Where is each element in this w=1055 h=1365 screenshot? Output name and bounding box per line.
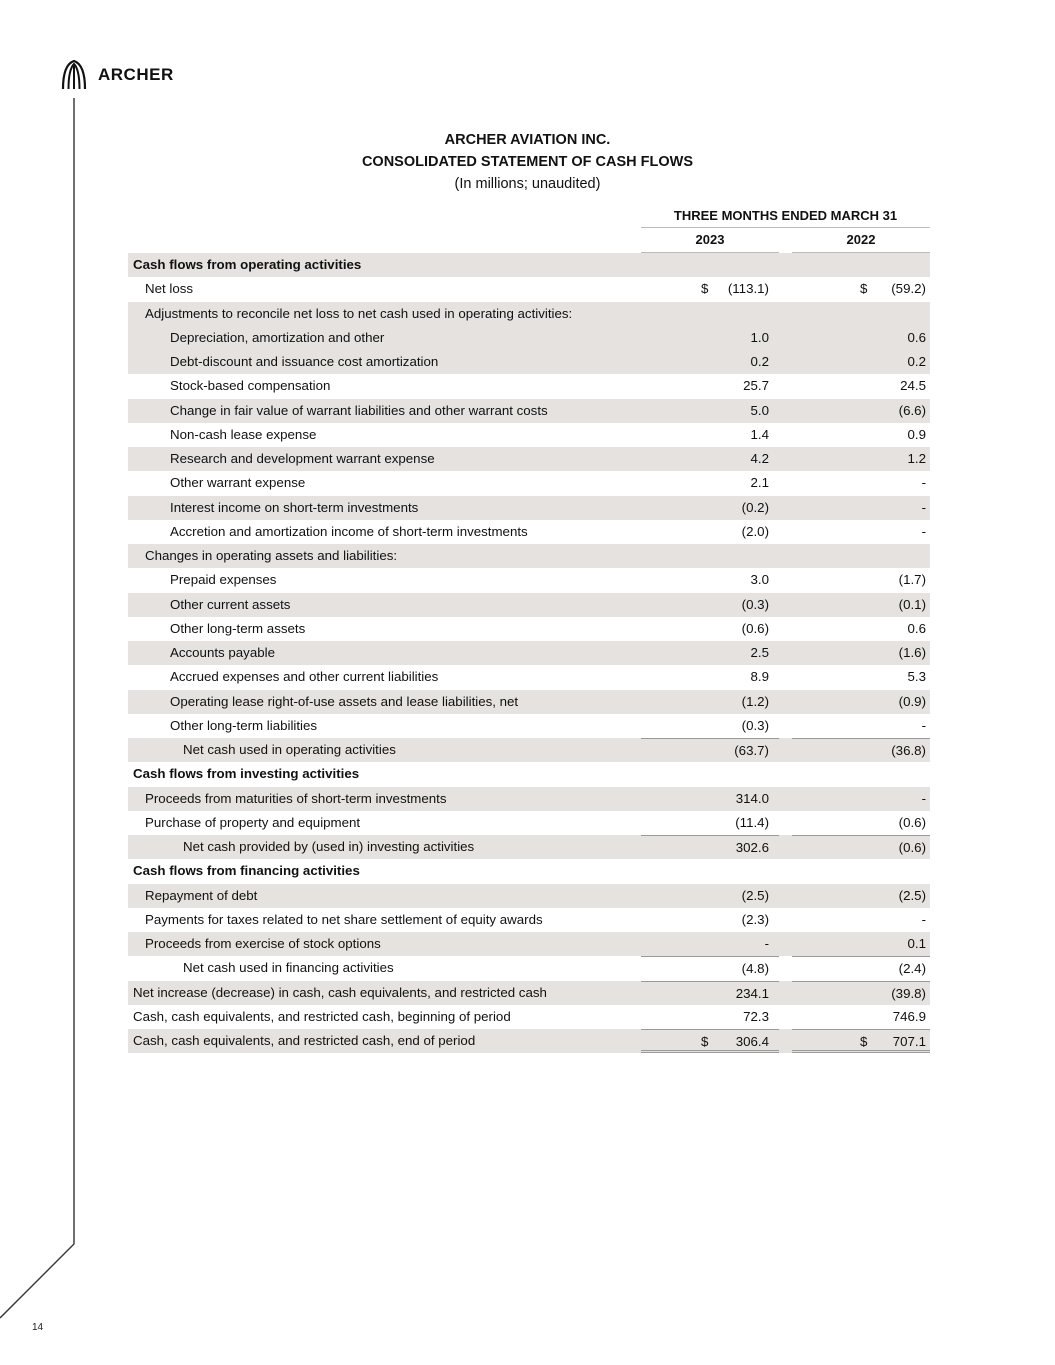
value-2023: 314.0 bbox=[735, 790, 769, 806]
value-2023: (0.6) bbox=[741, 620, 769, 636]
value-2023-cell bbox=[641, 326, 779, 350]
row-label: Other long-term liabilities bbox=[170, 717, 318, 733]
value-2023-cell bbox=[641, 762, 779, 786]
value-2022-cell bbox=[792, 690, 930, 714]
row-label: Adjustments to reconcile net loss to net cash used in operating activities: bbox=[145, 305, 573, 321]
table-body bbox=[128, 253, 930, 1053]
value-2022-cell bbox=[792, 762, 930, 786]
archer-logo-icon bbox=[60, 60, 88, 90]
row-label: Debt-discount and issuance cost amortization bbox=[170, 354, 439, 369]
value-2023-cell bbox=[641, 714, 779, 738]
row-label: Prepaid expenses bbox=[170, 572, 277, 588]
value-2023: (2.0) bbox=[741, 523, 769, 539]
value-2022-cell bbox=[792, 277, 930, 301]
value-2022: 0.6 bbox=[907, 620, 926, 636]
value-2023-cell bbox=[641, 932, 779, 956]
value-2022: 0.6 bbox=[907, 329, 926, 345]
value-2023-cell bbox=[641, 956, 779, 980]
statement-title-block bbox=[0, 129, 1055, 195]
value-2023: 1.4 bbox=[750, 426, 769, 442]
year-2023-header: 2023 bbox=[641, 228, 779, 253]
value-2023-cell bbox=[641, 277, 779, 301]
brand-name: ARCHER bbox=[98, 65, 174, 84]
table-row bbox=[128, 447, 930, 471]
value-2022-cell bbox=[792, 932, 930, 956]
value-2023: 306.4 bbox=[735, 1034, 769, 1049]
value-2022: (1.7) bbox=[898, 572, 926, 588]
value-2022: 707.1 bbox=[892, 1034, 926, 1049]
value-2022: - bbox=[921, 499, 926, 515]
table-row bbox=[128, 350, 930, 374]
value-2023-cell bbox=[641, 1029, 779, 1053]
value-2022-cell bbox=[792, 471, 930, 495]
row-label: Cash, cash equivalents, and restricted cash, end of period bbox=[133, 1033, 476, 1048]
value-2022-cell bbox=[792, 544, 930, 568]
value-2023-cell bbox=[641, 617, 779, 641]
value-2022-cell bbox=[792, 981, 930, 1005]
value-2023: 8.9 bbox=[750, 669, 769, 685]
table-row bbox=[128, 835, 930, 859]
row-label: Proceeds from exercise of stock options bbox=[145, 936, 381, 951]
value-2023: (63.7) bbox=[734, 743, 769, 758]
value-2022: 0.2 bbox=[907, 354, 926, 369]
value-2022-cell bbox=[792, 302, 930, 326]
table-row bbox=[128, 399, 930, 423]
value-2022-cell bbox=[792, 374, 930, 398]
value-2022-cell bbox=[792, 859, 930, 883]
year-2022-header: 2022 bbox=[792, 228, 930, 253]
page-number: 14 bbox=[32, 1322, 44, 1333]
value-2023-cell bbox=[641, 544, 779, 568]
value-2023: 0.2 bbox=[750, 354, 769, 369]
value-2023: (1.2) bbox=[741, 693, 769, 709]
table-row bbox=[128, 932, 930, 956]
value-2022-cell bbox=[792, 496, 930, 520]
value-2023: (0.2) bbox=[741, 499, 769, 515]
row-label: Interest income on short-term investments bbox=[170, 499, 419, 515]
table-row bbox=[128, 884, 930, 908]
value-2023-cell bbox=[641, 520, 779, 544]
table-row bbox=[128, 641, 930, 665]
value-2022: (2.4) bbox=[898, 961, 926, 977]
table-row bbox=[128, 593, 930, 617]
value-2022-cell bbox=[792, 956, 930, 980]
row-label: Non-cash lease expense bbox=[170, 426, 317, 442]
row-label: Purchase of property and equipment bbox=[145, 814, 361, 830]
value-2023: 234.1 bbox=[735, 985, 769, 1001]
row-label: Proceeds from maturities of short-term investments bbox=[145, 790, 447, 806]
row-label: Repayment of debt bbox=[145, 887, 258, 903]
table-row bbox=[128, 1029, 930, 1053]
table-row bbox=[128, 302, 930, 326]
table-row bbox=[128, 1005, 930, 1029]
row-label: Net loss bbox=[145, 281, 194, 297]
value-2023-cell bbox=[641, 471, 779, 495]
value-2023-cell bbox=[641, 690, 779, 714]
value-2023-cell bbox=[641, 568, 779, 592]
company-name: ARCHER AVIATION INC. bbox=[444, 132, 611, 148]
value-2022: (0.1) bbox=[898, 596, 926, 612]
row-label: Accretion and amortization income of short-term investments bbox=[170, 523, 528, 539]
value-2023-cell bbox=[641, 787, 779, 811]
value-2022: 746.9 bbox=[892, 1008, 926, 1024]
table-row bbox=[128, 423, 930, 447]
value-2023: (2.3) bbox=[741, 911, 769, 927]
statement-title: CONSOLIDATED STATEMENT OF CASH FLOWS bbox=[361, 154, 694, 170]
row-label: Operating lease right-of-use assets and lease liabilities, net bbox=[170, 693, 519, 709]
table-row bbox=[128, 811, 930, 835]
value-2022-cell bbox=[792, 641, 930, 665]
row-label: Cash, cash equivalents, and restricted cash, beginning of period bbox=[133, 1008, 511, 1024]
row-label: Other warrant expense bbox=[170, 475, 306, 491]
row-label: Research and development warrant expense bbox=[170, 451, 435, 466]
value-2023: 5.0 bbox=[750, 402, 769, 418]
row-label: Cash flows from financing activities bbox=[133, 863, 360, 879]
table-row bbox=[128, 496, 930, 520]
value-2022-cell bbox=[792, 568, 930, 592]
currency-symbol: $ bbox=[701, 281, 709, 297]
value-2022: 24.5 bbox=[900, 378, 926, 394]
value-2023-cell bbox=[641, 374, 779, 398]
value-2022: 0.9 bbox=[907, 426, 926, 442]
table-row bbox=[128, 787, 930, 811]
units-note: (In millions; unaudited) bbox=[454, 176, 601, 192]
value-2023-cell bbox=[641, 884, 779, 908]
row-label: Changes in operating assets and liabilities: bbox=[145, 548, 398, 563]
value-2023: 302.6 bbox=[735, 840, 769, 855]
value-2023: - bbox=[764, 936, 769, 951]
row-label: Cash flows from operating activities bbox=[133, 257, 362, 272]
table-row bbox=[128, 690, 930, 714]
table-row bbox=[128, 471, 930, 495]
row-label: Net cash provided by (used in) investing activities bbox=[183, 839, 475, 854]
table-row bbox=[128, 738, 930, 762]
value-2022-cell bbox=[792, 399, 930, 423]
value-2023: 4.2 bbox=[750, 451, 769, 466]
table-row bbox=[128, 374, 930, 398]
value-2023-cell bbox=[641, 908, 779, 932]
value-2022-cell bbox=[792, 835, 930, 859]
value-2023-cell bbox=[641, 835, 779, 859]
value-2022-cell bbox=[792, 884, 930, 908]
value-2022-cell bbox=[792, 665, 930, 689]
value-2022-cell bbox=[792, 253, 930, 277]
value-2022-cell bbox=[792, 326, 930, 350]
row-label: Other long-term assets bbox=[170, 620, 306, 636]
value-2023-cell bbox=[641, 981, 779, 1005]
value-2022-cell bbox=[792, 617, 930, 641]
value-2022: - bbox=[921, 717, 926, 733]
value-2022-cell bbox=[792, 350, 930, 374]
value-2022: (59.2) bbox=[891, 281, 926, 297]
value-2023-cell bbox=[641, 1005, 779, 1029]
table-row bbox=[128, 253, 930, 277]
table-row bbox=[128, 568, 930, 592]
table-row bbox=[128, 520, 930, 544]
value-2023-cell bbox=[641, 496, 779, 520]
margin-line bbox=[0, 0, 90, 1365]
value-2022: 5.3 bbox=[907, 669, 926, 685]
value-2023: (2.5) bbox=[741, 887, 769, 903]
value-2023: 2.1 bbox=[750, 475, 769, 491]
value-2022: (0.6) bbox=[898, 814, 926, 830]
cash-flow-table bbox=[128, 204, 930, 1053]
value-2022: (36.8) bbox=[891, 743, 926, 758]
value-2023-cell bbox=[641, 593, 779, 617]
table-row bbox=[128, 908, 930, 932]
value-2023-cell bbox=[641, 811, 779, 835]
table-row bbox=[128, 859, 930, 883]
year-header-row bbox=[128, 228, 930, 253]
currency-symbol: $ bbox=[860, 281, 868, 297]
table-row bbox=[128, 665, 930, 689]
currency-symbol: $ bbox=[701, 1034, 709, 1049]
value-2023-cell bbox=[641, 859, 779, 883]
value-2022: (6.6) bbox=[898, 402, 926, 418]
value-2023-cell bbox=[641, 399, 779, 423]
row-label: Other current assets bbox=[170, 596, 291, 612]
value-2023: 3.0 bbox=[750, 572, 769, 588]
value-2022-cell bbox=[792, 1005, 930, 1029]
value-2022-cell bbox=[792, 738, 930, 762]
value-2023: 25.7 bbox=[743, 378, 769, 394]
value-2022-cell bbox=[792, 787, 930, 811]
value-2023-cell bbox=[641, 350, 779, 374]
table-row bbox=[128, 981, 930, 1005]
currency-symbol: $ bbox=[860, 1034, 868, 1049]
value-2023-cell bbox=[641, 665, 779, 689]
row-label: Accrued expenses and other current liabilities bbox=[170, 669, 439, 685]
value-2022-cell bbox=[792, 423, 930, 447]
archer-logo bbox=[60, 60, 174, 90]
value-2023-cell bbox=[641, 253, 779, 277]
value-2022: (1.6) bbox=[898, 645, 926, 660]
table-row bbox=[128, 956, 930, 980]
value-2023: (4.8) bbox=[741, 961, 769, 977]
value-2023-cell bbox=[641, 738, 779, 762]
value-2022: - bbox=[921, 475, 926, 491]
value-2022-cell bbox=[792, 520, 930, 544]
row-label: Cash flows from investing activities bbox=[133, 766, 360, 782]
value-2022: (0.9) bbox=[898, 693, 926, 709]
value-2023: (0.3) bbox=[741, 717, 769, 733]
value-2022-cell bbox=[792, 811, 930, 835]
value-2022: (2.5) bbox=[898, 887, 926, 903]
value-2022-cell bbox=[792, 714, 930, 738]
table-row bbox=[128, 544, 930, 568]
table-row bbox=[128, 326, 930, 350]
value-2022-cell bbox=[792, 908, 930, 932]
row-label: Accounts payable bbox=[170, 645, 275, 660]
value-2023: (113.1) bbox=[727, 281, 769, 297]
value-2022: (39.8) bbox=[891, 985, 926, 1001]
value-2022-cell bbox=[792, 447, 930, 471]
row-label: Net cash used in operating activities bbox=[183, 742, 396, 757]
value-2023-cell bbox=[641, 302, 779, 326]
row-label: Net increase (decrease) in cash, cash equivalents, and restricted cash bbox=[133, 984, 547, 1000]
value-2022-cell bbox=[792, 593, 930, 617]
value-2022: (0.6) bbox=[898, 840, 926, 855]
row-label: Depreciation, amortization and other bbox=[170, 329, 385, 345]
row-label: Change in fair value of warrant liabilities and other warrant costs bbox=[170, 402, 548, 418]
value-2023-cell bbox=[641, 447, 779, 471]
value-2023: (0.3) bbox=[741, 596, 769, 612]
value-2023-cell bbox=[641, 641, 779, 665]
row-label: Payments for taxes related to net share settlement of equity awards bbox=[145, 911, 543, 927]
value-2023: 72.3 bbox=[743, 1008, 769, 1024]
table-row bbox=[128, 617, 930, 641]
table-row bbox=[128, 714, 930, 738]
value-2022-cell bbox=[792, 1029, 930, 1053]
table-row bbox=[128, 277, 930, 301]
row-label: Net cash used in financing activities bbox=[183, 960, 394, 976]
period-header: THREE MONTHS ENDED MARCH 31 bbox=[641, 204, 930, 228]
value-2023: 2.5 bbox=[750, 645, 769, 660]
value-2023-cell bbox=[641, 423, 779, 447]
value-2022: 1.2 bbox=[907, 451, 926, 466]
row-label: Stock-based compensation bbox=[170, 378, 331, 394]
value-2022: - bbox=[921, 523, 926, 539]
table-row bbox=[128, 762, 930, 786]
value-2022: 0.1 bbox=[907, 936, 926, 951]
value-2022: - bbox=[921, 790, 926, 806]
value-2023: 1.0 bbox=[750, 329, 769, 345]
value-2022: - bbox=[921, 911, 926, 927]
value-2023: (11.4) bbox=[735, 814, 769, 830]
